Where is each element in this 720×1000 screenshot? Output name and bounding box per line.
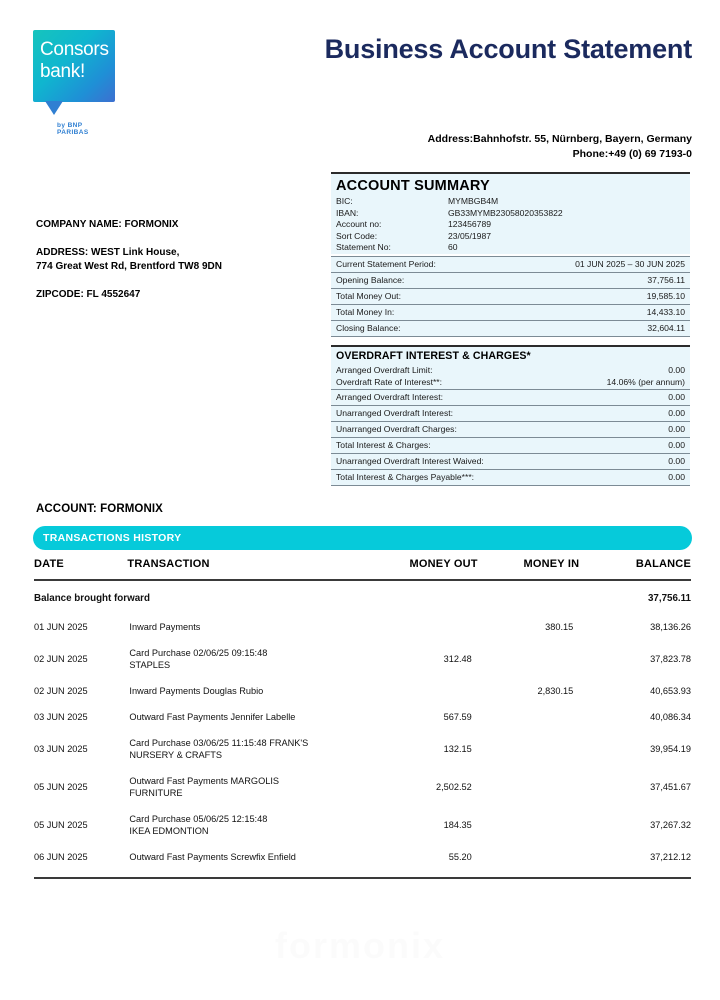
logo-wordmark (40, 39, 109, 83)
page-watermark: formonix (274, 925, 445, 966)
transactions-history-banner (33, 526, 692, 550)
summary-field-value: 60 (448, 242, 458, 253)
cell-money-in (478, 730, 580, 768)
cell-balance: 37,451.67 (650, 782, 691, 792)
column-header-money-in: MONEY IN (478, 558, 580, 580)
bank-phone-line: Phone:+49 (0) 69 7193-0 (572, 148, 692, 160)
logo-tagline: by BNP PARIBAS (57, 122, 89, 136)
table-row (34, 640, 691, 678)
summary-row-label: Total Money Out: (336, 290, 401, 301)
table-row (34, 704, 691, 730)
summary-field-key: Sort Code: (336, 230, 378, 241)
cell-date: 01 JUN 2025 (34, 622, 88, 632)
overdraft-row-label: Total Interest & Charges Payable***: (336, 471, 475, 482)
table-row (34, 844, 691, 870)
cell-date: 03 JUN 2025 (34, 712, 88, 722)
summary-field-key: Statement No: (336, 242, 391, 253)
summary-field-value: MYMBGB4M (448, 196, 499, 206)
summary-row-label: Closing Balance: (336, 322, 401, 333)
overdraft-row-value: 0.00 (668, 423, 685, 434)
cell-money-out: 2,502.52 (435, 782, 472, 792)
summary-field (331, 196, 690, 208)
bank-logo (33, 30, 115, 136)
overdraft-row-list (331, 389, 690, 486)
cell-date: 05 JUN 2025 (34, 782, 88, 792)
overdraft-row-label: Unarranged Overdraft Interest: (336, 407, 454, 418)
customer-company-name: COMPANY NAME: FORMONIX (36, 219, 179, 230)
cell-balance: 39,954.19 (650, 744, 691, 754)
cell-money-out: 567.59 (443, 712, 472, 722)
summary-row-value: 01 JUN 2025 – 30 JUN 2025 (575, 258, 685, 269)
spacer (36, 232, 306, 246)
transactions-body (34, 580, 691, 870)
overdraft-row-value: 14.06% (per annum) (606, 377, 685, 388)
cell-money-in (478, 704, 580, 730)
summary-row-value: 37,756.11 (647, 274, 685, 285)
summary-row-list (331, 256, 690, 337)
cell-money-in (478, 806, 580, 844)
summary-field-value: 123456789 (448, 219, 492, 230)
table-row (34, 678, 691, 704)
overdraft-row (331, 421, 690, 437)
page-title: Business Account Statement (324, 34, 692, 64)
cell-money-out: 184.35 (443, 820, 472, 830)
table-row (34, 614, 691, 640)
summary-row (331, 288, 690, 304)
table-row (34, 768, 691, 806)
summary-row (331, 256, 690, 272)
summary-row-value: 14,433.10 (646, 306, 685, 317)
cell-description: Outward Fast Payments MARGOLIS FURNITURE (129, 776, 280, 798)
summary-field (331, 231, 690, 243)
cell-money-out: 312.48 (443, 654, 472, 664)
summary-field-value: 23/05/1987 (448, 230, 492, 241)
cell-description: Card Purchase 05/06/25 12:15:48 IKEA EDMONTION (129, 814, 268, 836)
overdraft-row (331, 405, 690, 421)
column-header-balance: BALANCE (579, 558, 691, 580)
cell-balance: 37,823.78 (650, 654, 691, 664)
logo-speech-tail-icon (45, 101, 63, 115)
overdraft-row-value: 0.00 (668, 471, 685, 482)
cell-money-out (376, 614, 478, 640)
summary-box (331, 174, 690, 254)
summary-row-value: 19,585.10 (646, 290, 685, 301)
cell-balance: 37,267.32 (650, 820, 691, 830)
overdraft-row-label: Arranged Overdraft Limit: (336, 365, 433, 375)
logo-bubble-shape (33, 30, 115, 102)
summary-field (331, 208, 690, 220)
overdraft-row (331, 469, 690, 486)
overdraft-row-label: Unarranged Overdraft Interest Waived: (336, 455, 484, 466)
summary-field-list (331, 196, 690, 254)
transactions-table (34, 558, 691, 870)
cell-description: Card Purchase 03/06/25 11:15:48 FRANK'S NURSERY & CRAFTS (129, 738, 309, 760)
overdraft-heading: OVERDRAFT INTEREST & CHARGES* (331, 347, 690, 364)
column-header-money-out: MONEY OUT (376, 558, 478, 580)
summary-field-key: Account no: (336, 219, 382, 230)
transactions-bottom-rule (34, 877, 691, 879)
cell-description: Outward Fast Payments Screwfix Enfield (129, 852, 296, 862)
customer-details (36, 218, 306, 302)
overdraft-plain-list (331, 364, 690, 389)
customer-address-line-2: 774 Great West Rd, Brentford TW8 9DN (36, 261, 222, 272)
overdraft-row-value: 0.00 (668, 455, 685, 466)
summary-field (331, 219, 690, 231)
customer-address-line-1: ADDRESS: WEST Link House, (36, 247, 180, 258)
logo-line-1: Consors (40, 39, 109, 60)
cell-description: Inward Payments (129, 622, 201, 632)
summary-field (331, 242, 690, 254)
summary-field-value: GB33MYMB23058020353822 (448, 207, 563, 218)
cell-money-in (478, 844, 580, 870)
account-summary-panel (331, 172, 690, 337)
summary-row-label: Total Money In: (336, 306, 395, 317)
overdraft-row-label: Unarranged Overdraft Charges: (336, 423, 457, 434)
overdraft-row-label: Overdraft Rate of Interest**: (336, 377, 443, 388)
cell-date: 06 JUN 2025 (34, 852, 88, 862)
summary-row (331, 304, 690, 320)
cell-date: 02 JUN 2025 (34, 654, 88, 664)
cell-money-in (478, 640, 580, 678)
cell-balance: 40,086.34 (650, 712, 691, 722)
overdraft-row (331, 453, 690, 469)
summary-field-key: BIC: (336, 196, 353, 206)
transactions-banner-label: TRANSACTIONS HISTORY (43, 532, 182, 544)
summary-field-key: IBAN: (336, 207, 359, 218)
summary-row-label: Opening Balance: (336, 274, 405, 285)
cell-balance: 40,653.93 (650, 686, 691, 696)
overdraft-row-label: Arranged Overdraft Interest: (336, 391, 443, 402)
cell-description: Outward Fast Payments Jennifer Labelle (129, 712, 296, 722)
overdraft-row-label: Total Interest & Charges: (336, 439, 431, 450)
logo-line-2: bank! (40, 61, 85, 82)
cell-money-out: 132.15 (443, 744, 472, 754)
overdraft-row (331, 389, 690, 405)
column-header-transaction: TRANSACTION (127, 558, 376, 580)
overdraft-plain-row (331, 376, 690, 388)
customer-zipcode: ZIPCODE: FL 4552647 (36, 289, 141, 300)
cell-money-in: 2,830.15 (537, 686, 574, 696)
overdraft-row-value: 0.00 (668, 391, 685, 402)
brought-forward-balance: 37,756.11 (647, 593, 691, 604)
table-row (34, 730, 691, 768)
column-header-date: DATE (34, 558, 127, 580)
overdraft-row-value: 0.00 (668, 365, 685, 375)
cell-money-in: 380.15 (545, 622, 574, 632)
overdraft-plain-row (331, 364, 690, 376)
table-row (34, 806, 691, 844)
transactions-account-label: ACCOUNT: FORMONIX (36, 503, 163, 515)
summary-row (331, 272, 690, 288)
transactions-header-row (34, 558, 691, 580)
bank-contact-block (262, 132, 692, 162)
cell-money-in (478, 768, 580, 806)
brought-forward-label: Balance brought forward (34, 593, 150, 604)
overdraft-panel (331, 345, 690, 486)
cell-balance: 37,212.12 (650, 852, 691, 862)
summary-row (331, 320, 690, 337)
summary-heading: ACCOUNT SUMMARY (336, 178, 490, 194)
cell-description: Card Purchase 02/06/25 09:15:48 STAPLES (129, 648, 268, 670)
cell-money-out (376, 678, 478, 704)
spacer (36, 274, 306, 288)
cell-description: Inward Payments Douglas Rubio (129, 686, 264, 696)
cell-date: 02 JUN 2025 (34, 686, 88, 696)
cell-date: 05 JUN 2025 (34, 820, 88, 830)
overdraft-row-value: 0.00 (668, 407, 685, 418)
summary-row-value: 32,604.11 (647, 322, 685, 333)
summary-row-label: Current Statement Period: (336, 258, 436, 269)
overdraft-row-value: 0.00 (668, 439, 685, 450)
cell-date: 03 JUN 2025 (34, 744, 88, 754)
page-header (0, 0, 720, 170)
balance-brought-forward-row (34, 580, 691, 614)
cell-balance: 38,136.26 (650, 622, 691, 632)
cell-money-out: 55.20 (448, 852, 472, 862)
bank-address-line: Address:Bahnhofstr. 55, Nürnberg, Bayern, Germany (427, 133, 692, 145)
overdraft-row (331, 437, 690, 453)
